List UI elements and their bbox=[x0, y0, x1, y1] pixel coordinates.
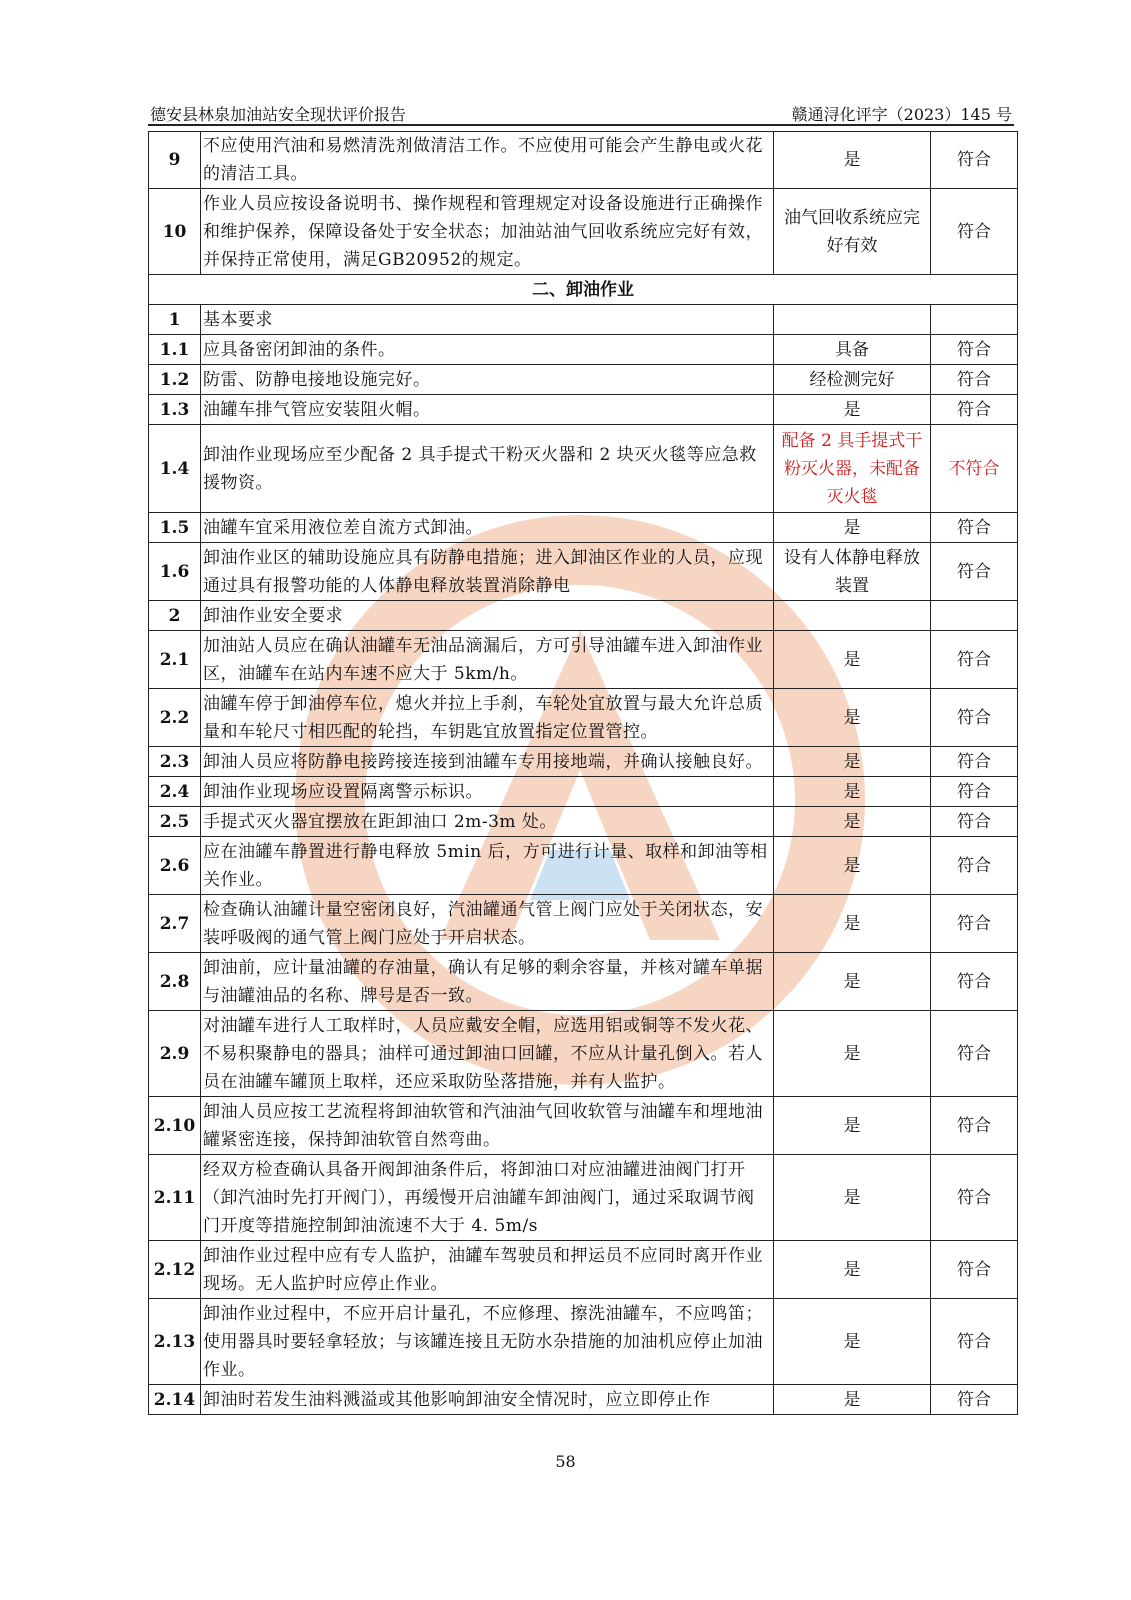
table-row bbox=[149, 895, 1018, 953]
item-requirement: 卸油作业过程中应有专人监护，油罐车驾驶员和押运员不应同时离开作业现场。无人监护时应停止作业。 bbox=[201, 1241, 774, 1299]
item-result: 是 bbox=[774, 747, 931, 777]
item-number: 2.6 bbox=[149, 837, 201, 895]
item-result: 是 bbox=[774, 1097, 931, 1155]
item-requirement: 卸油人员应按工艺流程将卸油软管和汽油油气回收软管与油罐车和埋地油罐紧密连接，保持卸油软管自然弯曲。 bbox=[201, 1097, 774, 1155]
item-requirement: 油罐车宜采用液位差自流方式卸油。 bbox=[201, 513, 774, 543]
item-conclusion: 符合 bbox=[931, 395, 1018, 425]
item-conclusion: 符合 bbox=[931, 689, 1018, 747]
item-number: 2.1 bbox=[149, 631, 201, 689]
item-number: 2.10 bbox=[149, 1097, 201, 1155]
section-title: 二、卸油作业 bbox=[149, 275, 1018, 305]
table-row bbox=[149, 1011, 1018, 1097]
table-row bbox=[149, 132, 1018, 189]
item-result: 是 bbox=[774, 837, 931, 895]
item-requirement: 卸油作业现场应设置隔离警示标识。 bbox=[201, 777, 774, 807]
item-conclusion: 符合 bbox=[931, 953, 1018, 1011]
table-row bbox=[149, 543, 1018, 601]
table-row bbox=[149, 305, 1018, 335]
item-conclusion: 符合 bbox=[931, 1241, 1018, 1299]
item-conclusion: 符合 bbox=[931, 189, 1018, 275]
item-requirement: 油罐车排气管应安装阻火帽。 bbox=[201, 395, 774, 425]
item-result bbox=[774, 305, 931, 335]
item-number: 2.8 bbox=[149, 953, 201, 1011]
item-requirement: 不应使用汽油和易燃清洗剂做清洁工作。不应使用可能会产生静电或火花的清洁工具。 bbox=[201, 132, 774, 189]
item-number: 1 bbox=[149, 305, 201, 335]
item-number: 2.3 bbox=[149, 747, 201, 777]
item-conclusion: 符合 bbox=[931, 543, 1018, 601]
item-result: 是 bbox=[774, 953, 931, 1011]
report-number: 赣通浔化评字（2023）145 号 bbox=[791, 105, 1012, 124]
item-result: 是 bbox=[774, 132, 931, 189]
item-requirement: 检查确认油罐计量空密闭良好，汽油罐通气管上阀门应处于关闭状态，安装呼吸阀的通气管上阀门应处于开启状态。 bbox=[201, 895, 774, 953]
table-row bbox=[149, 601, 1018, 631]
item-result: 是 bbox=[774, 895, 931, 953]
item-conclusion: 不符合 bbox=[931, 425, 1018, 513]
table-row bbox=[149, 631, 1018, 689]
item-result: 是 bbox=[774, 1155, 931, 1241]
item-conclusion: 符合 bbox=[931, 365, 1018, 395]
item-conclusion: 符合 bbox=[931, 895, 1018, 953]
inspection-table bbox=[148, 131, 1018, 1415]
table-row bbox=[149, 189, 1018, 275]
item-result: 是 bbox=[774, 1241, 931, 1299]
item-result bbox=[774, 601, 931, 631]
item-requirement: 卸油作业过程中，不应开启计量孔，不应修理、擦洗油罐车，不应鸣笛；使用器具时要轻拿轻放；与该罐连接且无防水杂措施的加油机应停止加油作业。 bbox=[201, 1299, 774, 1385]
table-row bbox=[149, 395, 1018, 425]
item-conclusion: 符合 bbox=[931, 1155, 1018, 1241]
item-number: 2.5 bbox=[149, 807, 201, 837]
item-requirement: 卸油作业区的辅助设施应具有防静电措施；进入卸油区作业的人员，应现通过具有报警功能的人体静电释放装置消除静电 bbox=[201, 543, 774, 601]
table-row bbox=[149, 1385, 1018, 1415]
item-number: 2.2 bbox=[149, 689, 201, 747]
table-row bbox=[149, 953, 1018, 1011]
item-number: 2.13 bbox=[149, 1299, 201, 1385]
item-result: 是 bbox=[774, 513, 931, 543]
item-conclusion: 符合 bbox=[931, 777, 1018, 807]
item-conclusion: 符合 bbox=[931, 807, 1018, 837]
item-requirement: 卸油作业现场应至少配备 2 具手提式干粉灭火器和 2 块灭火毯等应急救援物资。 bbox=[201, 425, 774, 513]
item-number: 1.4 bbox=[149, 425, 201, 513]
table-row bbox=[149, 1299, 1018, 1385]
item-result: 是 bbox=[774, 807, 931, 837]
table-row bbox=[149, 513, 1018, 543]
table-row bbox=[149, 1097, 1018, 1155]
item-number: 2 bbox=[149, 601, 201, 631]
item-number: 10 bbox=[149, 189, 201, 275]
item-requirement: 作业人员应按设备说明书、操作规程和管理规定对设备设施进行正确操作和维护保养，保障设备处于安全状态；加油站油气回收系统应完好有效，并保持正常使用，满足GB20952的规定。 bbox=[201, 189, 774, 275]
table-row bbox=[149, 1155, 1018, 1241]
item-requirement: 应在油罐车静置进行静电释放 5min 后，方可进行计量、取样和卸油等相关作业。 bbox=[201, 837, 774, 895]
item-conclusion: 符合 bbox=[931, 513, 1018, 543]
table-row bbox=[149, 1241, 1018, 1299]
item-result: 设有人体静电释放装置 bbox=[774, 543, 931, 601]
item-number: 2.7 bbox=[149, 895, 201, 953]
item-conclusion: 符合 bbox=[931, 335, 1018, 365]
table-row bbox=[149, 777, 1018, 807]
item-number: 2.4 bbox=[149, 777, 201, 807]
item-requirement: 油罐车停于卸油停车位，熄火并拉上手刹，车轮处宜放置与最大允许总质量和车轮尺寸相匹配的轮挡，车钥匙宜放置指定位置管控。 bbox=[201, 689, 774, 747]
item-number: 9 bbox=[149, 132, 201, 189]
table-row bbox=[149, 807, 1018, 837]
table-row bbox=[149, 365, 1018, 395]
item-number: 1.6 bbox=[149, 543, 201, 601]
item-number: 1.2 bbox=[149, 365, 201, 395]
item-number: 2.11 bbox=[149, 1155, 201, 1241]
item-number: 1.3 bbox=[149, 395, 201, 425]
item-requirement: 防雷、防静电接地设施完好。 bbox=[201, 365, 774, 395]
item-requirement: 加油站人员应在确认油罐车无油品滴漏后，方可引导油罐车进入卸油作业区，油罐车在站内车速不应大于 5km/h。 bbox=[201, 631, 774, 689]
item-result: 配备 2 具手提式干粉灭火器，未配备灭火毯 bbox=[774, 425, 931, 513]
table-row bbox=[149, 747, 1018, 777]
item-requirement: 基本要求 bbox=[201, 305, 774, 335]
item-conclusion: 符合 bbox=[931, 747, 1018, 777]
item-result: 是 bbox=[774, 689, 931, 747]
table-row bbox=[149, 837, 1018, 895]
item-number: 2.9 bbox=[149, 1011, 201, 1097]
item-result: 是 bbox=[774, 777, 931, 807]
item-conclusion: 符合 bbox=[931, 631, 1018, 689]
item-result: 是 bbox=[774, 1011, 931, 1097]
item-conclusion bbox=[931, 305, 1018, 335]
item-result: 是 bbox=[774, 1299, 931, 1385]
item-requirement: 经双方检查确认具备开阀卸油条件后，将卸油口对应油罐进油阀门打开（卸汽油时先打开阀门），再缓慢开启油罐车卸油阀门，通过采取调节阀门开度等措施控制卸油流速不大于 4. 5m/s bbox=[201, 1155, 774, 1241]
item-result: 具备 bbox=[774, 335, 931, 365]
item-conclusion: 符合 bbox=[931, 1385, 1018, 1415]
item-conclusion bbox=[931, 601, 1018, 631]
item-result: 经检测完好 bbox=[774, 365, 931, 395]
page-number: 58 bbox=[555, 1452, 576, 1471]
item-result: 是 bbox=[774, 631, 931, 689]
item-conclusion: 符合 bbox=[931, 1299, 1018, 1385]
item-result: 是 bbox=[774, 1385, 931, 1415]
item-requirement: 手提式灭火器宜摆放在距卸油口 2m-3m 处。 bbox=[201, 807, 774, 837]
item-number: 1.5 bbox=[149, 513, 201, 543]
report-title: 德安县林泉加油站安全现状评价报告 bbox=[150, 105, 407, 124]
item-conclusion: 符合 bbox=[931, 1011, 1018, 1097]
item-requirement: 卸油前，应计量油罐的存油量，确认有足够的剩余容量，并核对罐车单据与油罐油品的名称、牌号是否一致。 bbox=[201, 953, 774, 1011]
item-requirement: 应具备密闭卸油的条件。 bbox=[201, 335, 774, 365]
item-result: 油气回收系统应完好有效 bbox=[774, 189, 931, 275]
item-requirement: 卸油作业安全要求 bbox=[201, 601, 774, 631]
section-row bbox=[149, 275, 1018, 305]
item-number: 2.12 bbox=[149, 1241, 201, 1299]
item-conclusion: 符合 bbox=[931, 132, 1018, 189]
item-number: 1.1 bbox=[149, 335, 201, 365]
table-row bbox=[149, 335, 1018, 365]
item-requirement: 对油罐车进行人工取样时，人员应戴安全帽，应选用铝或铜等不发火花、不易积聚静电的器具；油样可通过卸油口回罐，不应从计量孔倒入。若人员在油罐车罐顶上取样，还应采取防坠落措施，并有人监护。 bbox=[201, 1011, 774, 1097]
item-conclusion: 符合 bbox=[931, 837, 1018, 895]
item-requirement: 卸油人员应将防静电接跨接连接到油罐车专用接地端，并确认接触良好。 bbox=[201, 747, 774, 777]
table-row bbox=[149, 689, 1018, 747]
item-number: 2.14 bbox=[149, 1385, 201, 1415]
table-row bbox=[149, 425, 1018, 513]
page-header bbox=[148, 100, 1014, 126]
item-conclusion: 符合 bbox=[931, 1097, 1018, 1155]
item-result: 是 bbox=[774, 395, 931, 425]
item-requirement: 卸油时若发生油料溅溢或其他影响卸油安全情况时，应立即停止作 bbox=[201, 1385, 774, 1415]
